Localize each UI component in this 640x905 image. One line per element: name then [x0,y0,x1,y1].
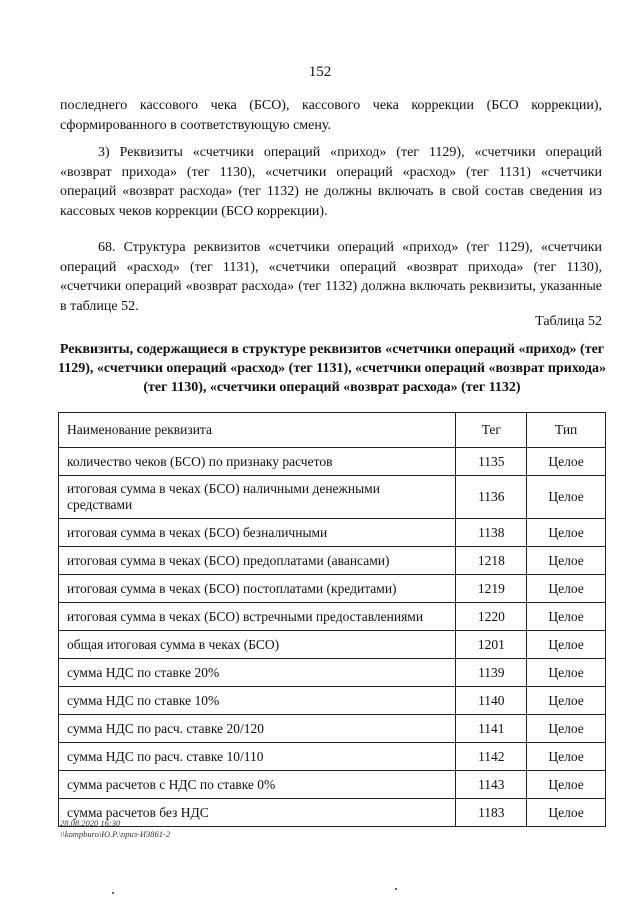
table-row [59,715,606,743]
cell-type: Целое [527,575,606,603]
cell-tag: 1135 [456,448,527,476]
cell-type: Целое [527,743,606,771]
cell-tag: 1141 [456,715,527,743]
table-header-row [59,413,606,448]
scan-speck [395,888,397,890]
cell-tag: 1219 [456,575,527,603]
cell-type: Целое [527,715,606,743]
cell-type: Целое [527,799,606,827]
cell-tag: 1139 [456,659,527,687]
footer-timestamp: 28.08.2020 16:30 [60,818,121,828]
table-row [59,547,606,575]
cell-type: Целое [527,687,606,715]
header-type: Тип [527,413,606,448]
cell-name: итоговая сумма в чеках (БСО) наличными денежными средствами [59,476,456,519]
cell-name: количество чеков (БСО) по признаку расчетов [59,448,456,476]
document-footer-stamp [60,818,170,840]
cell-type: Целое [527,519,606,547]
paragraph-continuation: последнего кассового чека (БСО), кассового чека коррекции (БСО коррекции), сформированного в соответствующую смену. [60,98,602,133]
cell-name: сумма НДС по расч. ставке 20/120 [59,715,456,743]
table-row [59,575,606,603]
cell-name: общая итоговая сумма в чеках (БСО) [59,631,456,659]
table-row [59,476,606,519]
header-tag: Тег [456,413,527,448]
cell-name: итоговая сумма в чеках (БСО) встречными предоставлениями [59,603,456,631]
table-row [59,519,606,547]
cell-name: итоговая сумма в чеках (БСО) постоплатами (кредитами) [59,575,456,603]
cell-tag: 1201 [456,631,527,659]
cell-type: Целое [527,476,606,519]
cell-type: Целое [527,771,606,799]
cell-tag: 1183 [456,799,527,827]
cell-tag: 1142 [456,743,527,771]
cell-name: сумма расчетов с НДС по ставке 0% [59,771,456,799]
cell-tag: 1140 [456,687,527,715]
page-number: 152 [308,64,332,80]
cell-type: Целое [527,547,606,575]
table-row [59,603,606,631]
cell-tag: 1136 [456,476,527,519]
cell-name: сумма НДС по расч. ставке 10/110 [59,743,456,771]
table-title: Реквизиты, содержащиеся в структуре реквизитов «счетчики операций «приход» (тег 1129), «счетчики операций «расход» (тег 1131), «счетчики операций «возврат прихода» (тег 1130), «счетчики операций «возврат расхода» (тег 1132) [58,342,606,395]
cell-type: Целое [527,603,606,631]
footer-file-path: \\kompburo\Ю.Р.\приз-И3861-2 [60,829,171,839]
cell-tag: 1220 [456,603,527,631]
table-row [59,448,606,476]
cell-name: итоговая сумма в чеках (БСО) предоплатами (авансами) [59,547,456,575]
table-label: Таблица 52 [535,314,602,329]
cell-name: сумма расчетов без НДС [59,799,456,827]
table-row [59,771,606,799]
cell-name: сумма НДС по ставке 20% [59,659,456,687]
cell-type: Целое [527,631,606,659]
header-name: Наименование реквизита [59,413,456,448]
paragraph-item-3: 3) Реквизиты «счетчики операций «приход» (тег 1129), «счетчики операций «возврат прихода» (тег 1130), «счетчики операций «расход» (тег 1131) «счетчики операций «возврат расхода» (тег 1132) не должны включать в свой состав сведения из кассовых чеков коррекции (БСО коррекции). [60,145,602,219]
cell-tag: 1218 [456,547,527,575]
cell-name: сумма НДС по ставке 10% [59,687,456,715]
cell-type: Целое [527,659,606,687]
paragraph-section-68: 68. Структура реквизитов «счетчики операций «приход» (тег 1129), «счетчики операций «расход» (тег 1131), «счетчики операций «возврат прихода» (тег 1130), «счетчики операций «возврат расхода» (тег 1132) должна включать реквизиты, указанные в таблице 52. [60,240,602,314]
scan-speck [112,892,114,894]
cell-tag: 1138 [456,519,527,547]
table-row [59,743,606,771]
requisites-table [58,412,606,827]
table-row [59,659,606,687]
cell-tag: 1143 [456,771,527,799]
table-row [59,631,606,659]
cell-name: итоговая сумма в чеках (БСО) безналичными [59,519,456,547]
table-row [59,687,606,715]
cell-type: Целое [527,448,606,476]
